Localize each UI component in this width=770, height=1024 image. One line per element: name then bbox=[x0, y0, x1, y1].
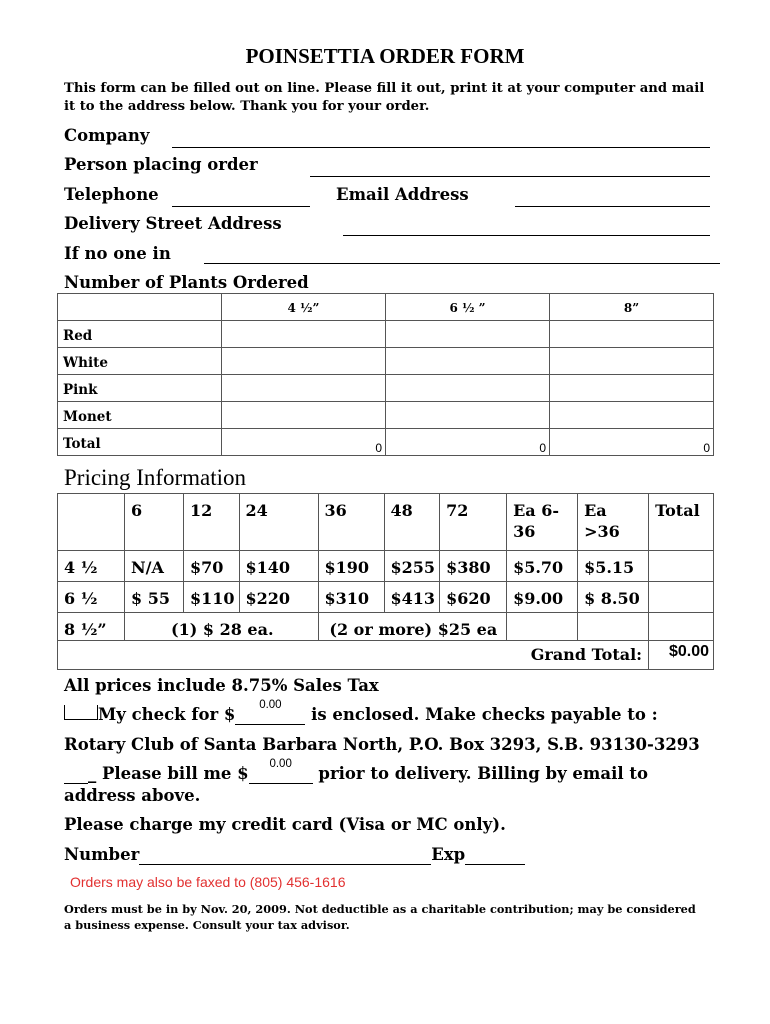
price-cell: $620 bbox=[440, 582, 507, 613]
check-checkbox[interactable] bbox=[64, 705, 98, 720]
grand-total-value: $0.00 bbox=[649, 641, 714, 670]
price-cell: $ 55 bbox=[125, 582, 184, 613]
qty-header: 72 bbox=[440, 494, 507, 551]
size-label: 8 ½” bbox=[58, 613, 125, 641]
qty-cell[interactable] bbox=[550, 348, 714, 375]
size-header: 8” bbox=[550, 294, 714, 321]
row-label: Red bbox=[58, 321, 222, 348]
qty-header: Ea 6-36 bbox=[507, 494, 578, 551]
qty-cell[interactable] bbox=[222, 348, 386, 375]
total-cell: 0 bbox=[386, 429, 550, 456]
street-field[interactable] bbox=[343, 235, 710, 236]
total-cell: 0 bbox=[222, 429, 386, 456]
pricing-title: Pricing Information bbox=[64, 465, 247, 490]
price-total-cell[interactable] bbox=[649, 582, 714, 613]
price-one: (1) $ 28 ea. bbox=[125, 613, 319, 641]
qty-header: Ea >36 bbox=[578, 494, 649, 551]
credit-note: Please charge my credit card (Visa or MC only). bbox=[64, 815, 506, 834]
person-label: Person placing order bbox=[64, 155, 258, 174]
noone-label: If no one in bbox=[64, 244, 171, 263]
size-header: 4 ½” bbox=[222, 294, 386, 321]
price-cell: $70 bbox=[184, 551, 240, 582]
qty-cell[interactable] bbox=[386, 348, 550, 375]
qty-cell[interactable] bbox=[222, 375, 386, 402]
price-total-cell[interactable] bbox=[649, 613, 714, 641]
fax-note: Orders may also be faxed to (805) 456-1616 bbox=[70, 874, 346, 890]
company-field[interactable] bbox=[172, 147, 710, 148]
qty-cell[interactable] bbox=[222, 402, 386, 429]
person-field[interactable] bbox=[310, 176, 710, 177]
street-label: Delivery Street Address bbox=[64, 214, 282, 233]
size-label: 4 ½ bbox=[58, 551, 125, 582]
size-label: 6 ½ bbox=[58, 582, 125, 613]
qty-cell[interactable] bbox=[222, 321, 386, 348]
price-cell: $ 8.50 bbox=[578, 582, 649, 613]
telephone-label: Telephone bbox=[64, 185, 159, 204]
price-cell: $110 bbox=[184, 582, 240, 613]
price-cell: N/A bbox=[125, 551, 184, 582]
price-cell: $9.00 bbox=[507, 582, 578, 613]
bill-checkbox[interactable] bbox=[64, 764, 88, 784]
qty-header: Total bbox=[649, 494, 714, 551]
qty-cell[interactable] bbox=[550, 375, 714, 402]
footer-note: Orders must be in by Nov. 20, 2009. Not deductible as a charitable contribution; may be considered a business expense. Consult your tax advisor. bbox=[64, 902, 696, 932]
total-cell: 0 bbox=[550, 429, 714, 456]
card-line: Number Exp bbox=[64, 845, 525, 865]
price-cell: $220 bbox=[239, 582, 318, 613]
price-cell: $310 bbox=[318, 582, 384, 613]
total-label: Total bbox=[58, 429, 222, 456]
grand-total-label: Grand Total: bbox=[58, 641, 649, 670]
check-amount-field[interactable]: 0.00 bbox=[235, 705, 305, 725]
telephone-field[interactable] bbox=[172, 206, 310, 207]
bill-line: _ Please bill me $ 0.00 prior to delivery. Billing by email to bbox=[64, 764, 648, 784]
payee-address: Rotary Club of Santa Barbara North, P.O. Box 3293, S.B. 93130-3293 bbox=[64, 735, 700, 754]
price-more: (2 or more) $25 ea bbox=[318, 613, 507, 641]
row-label: Monet bbox=[58, 402, 222, 429]
qty-header: 36 bbox=[318, 494, 384, 551]
price-cell: $5.15 bbox=[578, 551, 649, 582]
qty-cell[interactable] bbox=[386, 321, 550, 348]
plants-label: Number of Plants Ordered bbox=[64, 273, 309, 292]
size-header: 6 ½ ” bbox=[386, 294, 550, 321]
email-label: Email Address bbox=[336, 185, 469, 204]
intro-text: This form can be filled out on line. Please fill it out, print it at your computer and mail it to the address below. Thank you for your order. bbox=[64, 81, 705, 114]
noone-field[interactable] bbox=[204, 263, 720, 264]
price-cell: $413 bbox=[384, 582, 440, 613]
qty-cell[interactable] bbox=[386, 375, 550, 402]
qty-header: 6 bbox=[125, 494, 184, 551]
qty-header: 24 bbox=[239, 494, 318, 551]
check-line: My check for $ 0.00 is enclosed. Make checks payable to : bbox=[64, 705, 658, 725]
qty-cell[interactable] bbox=[386, 402, 550, 429]
qty-header: 48 bbox=[384, 494, 440, 551]
price-cell: $190 bbox=[318, 551, 384, 582]
tax-note: All prices include 8.75% Sales Tax bbox=[64, 676, 379, 695]
card-exp-field[interactable] bbox=[465, 845, 525, 865]
price-cell: $380 bbox=[440, 551, 507, 582]
qty-cell[interactable] bbox=[550, 321, 714, 348]
company-label: Company bbox=[64, 126, 150, 145]
price-cell: $5.70 bbox=[507, 551, 578, 582]
bill-line-2: address above. bbox=[64, 786, 201, 805]
price-total-cell[interactable] bbox=[649, 551, 714, 582]
qty-header: 12 bbox=[184, 494, 240, 551]
email-field[interactable] bbox=[515, 206, 710, 207]
pricing-table bbox=[57, 493, 714, 670]
bill-amount-field[interactable]: 0.00 bbox=[249, 764, 313, 784]
row-label: Pink bbox=[58, 375, 222, 402]
price-cell: $140 bbox=[239, 551, 318, 582]
page-title: POINSETTIA ORDER FORM bbox=[245, 44, 525, 68]
qty-cell[interactable] bbox=[550, 402, 714, 429]
plants-table bbox=[57, 293, 714, 456]
card-number-field[interactable] bbox=[139, 845, 431, 865]
row-label: White bbox=[58, 348, 222, 375]
price-cell: $255 bbox=[384, 551, 440, 582]
